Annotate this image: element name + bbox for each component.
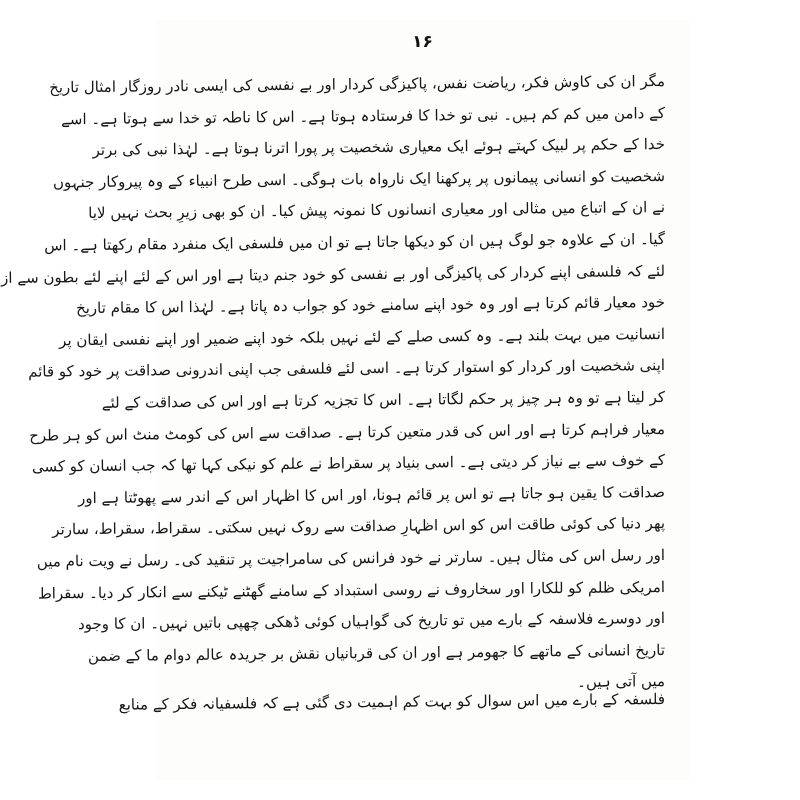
text-line: اپنی شخصیت اور کردار کو استوار کرتا ہے۔ اسی لئے فلسفی جب اپنی اندرونی صداقت پر خود کو قائم — [28, 356, 666, 382]
text-line: لئے کہ فلسفی اپنے کردار کی پاکیزگی اور بے نفسی کو خود جنم دیتا ہے اور اس کے لئے اپنے لئے بطون سے از — [1, 261, 666, 287]
text-line: تاریخ انسانی کے ماتھے کا جھومر ہے اور ان کی قربانیاں نقش بر جریدہ عالم دوام ما کے ضمن — [87, 640, 666, 665]
text-line: اور دوسرے فلاسفہ کے بارے میں تو تاریخ کی گواہیاں کوئی ڈھکی چھپی باتیں نہیں۔ ان کا وجود — [77, 609, 666, 634]
page-number: ۱۶ — [412, 32, 433, 52]
body-text — [1, 66, 666, 698]
book-page — [1, 20, 690, 780]
text-line: کے دامن میں کم کم ہیں۔ نبی تو خدا کا فرستادہ ہوتا ہے۔ اس کا ناطہ تو خدا سے ہوتا ہے۔ اسے — [60, 103, 666, 128]
text-line: گیا۔ ان کے علاوہ جو لوگ ہیں ان کو دیکھا جاتا ہے تو ان میں فلسفی ایک منفرد مقام رکھتا ہے۔ اس — [44, 229, 666, 255]
text-line: پھر دنیا کی کوئی طاقت اس کو اس اظہارِ صداقت سے روک نہیں سکتی۔ سقراط، سقراط، سارتر — [52, 514, 666, 539]
text-line: امریکی ظلم کو للکارا اور سخاروف نے روسی استبداد کے سامنے گھٹنے ٹیکنے سے انکار کر دیا۔ سقراط — [37, 577, 666, 603]
text-line: مگر ان کی کاوش فکر، ریاضت نفس، پاکیزگی کردار اور بے نفسی کی ایسی نادر روزگار امثال تاریخ — [49, 72, 666, 97]
text-line: شخصیت کو انسانی پیمانوں پر پرکھنا ایک نارواہ بات ہوگی۔ اسی طرح انبیاء کے وہ پیروکار جنہوں — [52, 166, 666, 192]
text-line: کر لیتا ہے تو وہ ہر چیز پر حکم لگاتا ہے۔ اس کا تجزیہ کرتا ہے اور اس کی صداقت کے لئے — [101, 387, 666, 412]
text-line: اور رسل اس کی مثال ہیں۔ سارتر نے خود فرانس کی سامراجیت پر تنقید کی۔ رسل نے ویت نام میں — [36, 545, 666, 571]
text-line: انسانیت میں بہت بلند ہے۔ وہ کسی صلے کے لئے نہیں بلکہ خود اپنے ضمیر اور اپنے نفسی ایقان پر — [59, 324, 666, 350]
text-line: صداقت کا یقین ہو جاتا ہے تو اس پر قائم ہونا، اور اس کا اظہار اس کے اندر سے پھوٹتا ہے اور — [77, 482, 666, 507]
text-line: معیار فراہم کرتا ہے اور اس کی قدر متعین کرتا ہے۔ صداقت سے اس کی کومٹ منٹ اس کو ہر طرح — [29, 419, 666, 445]
text-line-last: میں آتی ہیں۔ — [577, 672, 666, 692]
text-line: کے خوف سے بے نیاز کر دیتی ہے۔ اسی بنیاد پر سقراط نے علم کو نیکی کہا تھا کہ جب انسان کو کسی — [31, 451, 666, 476]
text-line: خدا کے حکم پر لبیک کہتے ہوئے ایک معیاری شخصیت پر پورا اترنا ہوتا ہے۔ لہٰذا نبی کی برتر — [92, 135, 666, 160]
text-line: خود معیار قائم کرتا ہے اور وہ خود اپنے سامنے خود کو جواب دہ پاتا ہے۔ لہٰذا اس کا مقام تاریخ — [75, 293, 666, 318]
new-paragraph-line: فلسفہ کے بارے میں اس سوال کو بہت کم اہمیت دی گئی ہے کہ فلسفیانہ فکر کے منابع — [118, 690, 666, 714]
text-line: نے ان کے اتباع میں مثالی اور معیاری انسانوں کا نمونہ پیش کیا۔ ان کو بھی زیرِ بحث نہیں لایا — [88, 198, 666, 223]
